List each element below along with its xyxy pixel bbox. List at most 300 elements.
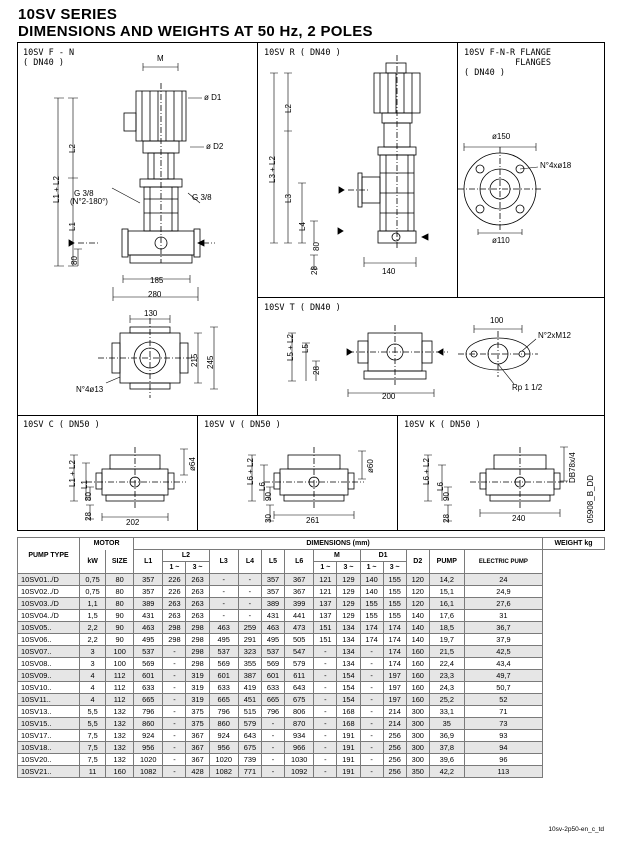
table-cell: 298 [186,658,209,670]
dim-202: 202 [126,518,140,527]
table-cell: 214 [383,718,406,730]
table-row [18,718,605,730]
table-cell: 113 [464,766,542,778]
table-cell: 495 [209,634,238,646]
table-cell: 1020 [209,754,238,766]
table-cell: 160 [406,658,429,670]
page-subtitle: DIMENSIONS AND WEIGHTS AT 50 Hz, 2 POLES [18,23,373,40]
table-cell: 0,75 [80,574,106,586]
table-cell: 431 [261,610,284,622]
dim-d2: ø D2 [206,142,224,151]
table-cell: 601 [209,670,238,682]
table-cell: 160 [406,646,429,658]
table-cell: 36,7 [464,622,542,634]
table-cell: - [238,598,261,610]
dim-215: 215 [190,353,199,367]
table-cell: - [360,646,383,658]
table-cell: - [314,766,337,778]
table-cell: 934 [285,730,314,742]
table-cell: 419 [238,682,261,694]
table-cell: 956 [134,742,163,754]
table-cell: 42,2 [429,766,464,778]
dim-r-l2: L2 [284,104,293,113]
table-cell: 4 [80,694,106,706]
table-cell: - [360,670,383,682]
table-cell: 112 [106,694,134,706]
table-cell: 300 [406,754,429,766]
table-cell: 160 [406,670,429,682]
table-cell: 134 [337,634,360,646]
table-cell: - [261,742,284,754]
label-r: 10SV R ( DN40 ) [264,48,341,58]
table-cell: 739 [238,754,261,766]
table-cell: 17,6 [429,610,464,622]
table-cell: 37,8 [429,742,464,754]
table-cell: - [360,706,383,718]
table-cell: - [238,586,261,598]
dim-v-60: ø60 [366,459,375,473]
table-cell: 174 [360,634,383,646]
dim-r-l3: L3 [284,194,293,203]
table-cell: 36,9 [429,730,464,742]
table-cell: - [163,718,186,730]
table-cell: 52 [464,694,542,706]
table-cell: - [261,730,284,742]
table-cell: 10SV04../D [18,610,80,622]
table-cell: 4 [80,682,106,694]
table-cell: 1082 [134,766,163,778]
table-cell: - [360,766,383,778]
table-cell: 1082 [209,766,238,778]
table-cell: 300 [406,718,429,730]
table-cell: 263 [163,610,186,622]
table-cell: 151 [314,634,337,646]
th-w-elec: ELECTRIC PUMP [464,550,542,574]
th-l5: L5 [261,550,284,574]
table-cell: - [261,754,284,766]
table-cell: 387 [238,670,261,682]
table-cell: 22,4 [429,658,464,670]
th-l3: L3 [209,550,238,574]
table-cell: 806 [285,706,314,718]
table-cell: 291 [238,634,261,646]
table-cell: 11 [80,766,106,778]
table-cell: 24,9 [464,586,542,598]
th-l1: L1 [134,550,163,574]
table-cell: - [163,730,186,742]
table-cell: 140 [406,634,429,646]
table-cell: 579 [285,658,314,670]
table-cell: 5,5 [80,718,106,730]
table-cell: 94 [464,742,542,754]
table-cell: - [314,730,337,742]
dim-240: 240 [512,514,526,523]
dim-280: 280 [148,290,162,299]
table-cell: 3 [80,646,106,658]
table-cell: 10SV09.. [18,670,80,682]
dim-k-l6l2: L6 + L2 [422,458,431,485]
table-cell: 0,75 [80,586,106,598]
table-cell: 1020 [134,754,163,766]
th-dimensions: DIMENSIONS (mm) [134,538,543,550]
table-cell: 860 [134,718,163,730]
technical-drawings-svg [18,43,604,530]
table-cell: 924 [134,730,163,742]
dim-150: ø150 [492,132,511,141]
table-cell: 319 [186,670,209,682]
table-cell: - [209,598,238,610]
table-cell: 43,4 [464,658,542,670]
table-cell: 132 [106,718,134,730]
dim-100: 100 [490,316,504,325]
table-cell: 357 [134,574,163,586]
label-v: 10SV V ( DN50 ) [204,420,281,430]
table-cell: 259 [238,622,261,634]
table-cell: - [163,646,186,658]
table-cell: 10SV17.. [18,730,80,742]
table-cell: 263 [186,574,209,586]
table-cell: 263 [186,610,209,622]
table-cell: 155 [360,610,383,622]
table-cell: 495 [134,634,163,646]
table-cell: 80 [106,598,134,610]
dim-n4018: N°4xø18 [540,161,572,170]
table-cell: 643 [285,682,314,694]
drawing-code: 05908_B_DD [586,474,595,523]
table-cell: 129 [337,598,360,610]
table-cell: 121 [314,586,337,598]
table-cell: 132 [106,730,134,742]
table-cell: 25,2 [429,694,464,706]
table-cell: - [314,670,337,682]
table-row [18,754,605,766]
footer-code: 10sv-2p50-en_c_td [548,826,604,833]
dim-r-28: 28 [310,266,319,275]
dimensions-table [17,537,605,778]
dim-245: 245 [206,355,215,369]
table-cell: - [314,706,337,718]
table-row [18,694,605,706]
table-cell: - [209,574,238,586]
table-cell: 569 [209,658,238,670]
dim-v-90: 90 [264,492,273,501]
table-cell: - [163,694,186,706]
table-cell: 16,1 [429,598,464,610]
th-d1: D1 [360,550,406,562]
table-cell: 168 [337,706,360,718]
table-row [18,598,605,610]
table-cell: 39,6 [429,754,464,766]
table-cell: - [209,610,238,622]
label-t: 10SV T ( DN40 ) [264,303,341,313]
table-cell: 155 [383,574,406,586]
table-cell: 389 [134,598,163,610]
table-cell: 154 [337,682,360,694]
table-cell: 675 [285,694,314,706]
table-cell: 428 [186,766,209,778]
table-cell: 298 [186,646,209,658]
table-cell: - [163,754,186,766]
table-cell: - [314,658,337,670]
table-cell: 160 [406,682,429,694]
table-cell: 1,1 [80,598,106,610]
table-row [18,706,605,718]
table-cell: 601 [261,670,284,682]
table-cell: 49,7 [464,670,542,682]
table-cell: 10SV03../D [18,598,80,610]
flange-fnr-drawing [458,143,542,235]
table-cell: 357 [261,574,284,586]
dim-n2m12: N°2xM12 [538,331,571,340]
table-cell: 633 [209,682,238,694]
table-cell: - [314,754,337,766]
table-row [18,610,605,622]
table-cell: 191 [337,754,360,766]
table-cell: 21,5 [429,646,464,658]
table-row [18,646,605,658]
table-cell: 42,5 [464,646,542,658]
dim-261: 261 [306,516,320,525]
th-motor: MOTOR [80,538,134,550]
table-cell: 112 [106,670,134,682]
th-l4: L4 [238,550,261,574]
table-cell: 10SV08.. [18,658,80,670]
th-d1-3: 3 ~ [383,562,406,574]
th-l2: L2 [163,550,209,562]
dim-r-l4: L4 [298,222,307,231]
table-cell: 14,2 [429,574,464,586]
table-cell: 214 [383,706,406,718]
table-cell: 120 [406,598,429,610]
table-cell: 463 [209,622,238,634]
table-cell: - [360,754,383,766]
dim-d1: ø D1 [204,93,222,102]
dim-v-l6: L6 [258,482,267,491]
table-cell: 515 [238,706,261,718]
table-cell: - [261,766,284,778]
table-cell: - [360,718,383,730]
table-cell: - [314,742,337,754]
table-cell: 197 [383,694,406,706]
table-cell: 357 [261,586,284,598]
dim-k-l6: L6 [436,482,445,491]
table-cell: 537 [209,646,238,658]
dim-k-90: 90 [442,492,451,501]
th-m: M [314,550,360,562]
table-cell: 675 [238,742,261,754]
dim-t-l5l2: L5 + L2 [286,334,295,361]
table-cell: 168 [337,718,360,730]
table-cell: 191 [337,742,360,754]
table-cell: 441 [285,610,314,622]
table-cell: 569 [134,658,163,670]
dim-80: 80 [70,256,79,265]
th-m-3: 3 ~ [337,562,360,574]
table-cell: 4 [80,670,106,682]
table-cell: 10SV07.. [18,646,80,658]
table-cell: 633 [261,682,284,694]
table-cell: 19,7 [429,634,464,646]
table-cell: 375 [186,706,209,718]
table-cell: - [163,658,186,670]
dim-185: 185 [150,276,164,285]
table-row [18,730,605,742]
table-cell: 796 [209,706,238,718]
table-cell: 191 [337,730,360,742]
table-cell: 367 [186,742,209,754]
table-cell: 120 [406,586,429,598]
table-cell: - [314,646,337,658]
table-cell: - [360,730,383,742]
table-cell: 256 [383,742,406,754]
table-cell: 323 [238,646,261,658]
pump-fn-base-drawing [98,315,218,398]
table-cell: 860 [209,718,238,730]
table-cell: 319 [186,694,209,706]
table-cell: 451 [238,694,261,706]
dim-130: 130 [144,309,158,318]
table-cell: 367 [186,730,209,742]
table-cell: 93 [464,730,542,742]
table-cell: 298 [163,634,186,646]
table-cell: - [360,658,383,670]
label-fnr: 10SV F-N-R FLANGE FLANGES ( DN40 ) [464,48,551,78]
dim-200: 200 [382,392,396,401]
table-cell: 112 [106,682,134,694]
table-cell: 924 [209,730,238,742]
table-cell: 10SV13.. [18,706,80,718]
table-cell: 10SV01../D [18,574,80,586]
table-cell: 263 [186,598,209,610]
table-cell: 35 [429,718,464,730]
dim-c-l1l2: L1 + L2 [68,460,77,487]
table-cell: - [209,586,238,598]
table-cell: 10SV18.. [18,742,80,754]
table-cell: 300 [406,742,429,754]
table-cell: 1030 [285,754,314,766]
table-cell: 399 [285,598,314,610]
table-cell: - [163,682,186,694]
th-w-pump: PUMP [429,550,464,574]
table-cell: 796 [134,706,163,718]
dim-v-30: 30 [264,514,273,523]
label-fn: 10SV F - N ( DN40 ) [23,48,75,68]
table-cell: 569 [261,658,284,670]
table-cell: - [163,706,186,718]
table-cell: 132 [106,742,134,754]
table-cell: 100 [106,646,134,658]
table-cell: 137 [314,610,337,622]
table-cell: 463 [261,622,284,634]
table-cell: 300 [406,730,429,742]
pump-r-drawing [338,55,428,250]
th-d1-1: 1 ~ [360,562,383,574]
table-cell: 100 [106,658,134,670]
table-cell: 7,5 [80,730,106,742]
table-cell: 367 [285,574,314,586]
table-cell: 10SV10.. [18,682,80,694]
table-cell: 966 [285,742,314,754]
table-cell: 155 [383,586,406,598]
table-cell: - [314,718,337,730]
table-cell: 140 [406,622,429,634]
table-cell: - [238,574,261,586]
pump-k-drawing [424,447,570,521]
table-cell: 2,2 [80,622,106,634]
dim-m: M [157,54,164,63]
table-cell: 350 [406,766,429,778]
dim-k-dn: DB78x/4 [568,452,577,483]
table-cell: 129 [337,586,360,598]
dim-l1l2: L1 + L2 [52,176,61,203]
table-cell: 155 [383,598,406,610]
th-m-1: 1 ~ [314,562,337,574]
table-cell: 197 [383,670,406,682]
table-cell: 537 [134,646,163,658]
table-cell: 129 [337,574,360,586]
th-d2: D2 [406,550,429,574]
dim-t-28: 28 [312,366,321,375]
dim-k-28: 28 [442,514,451,523]
table-cell: 956 [209,742,238,754]
table-cell: 473 [285,622,314,634]
table-cell: 23,3 [429,670,464,682]
table-cell: 579 [238,718,261,730]
table-cell: 355 [238,658,261,670]
table-cell: 256 [383,754,406,766]
dim-c-28: 28 [84,512,93,521]
table-cell: 633 [134,682,163,694]
table-cell: 319 [186,682,209,694]
table-cell: 37,9 [464,634,542,646]
table-cell: 134 [337,658,360,670]
table-cell: 10SV21.. [18,766,80,778]
dim-r-l3l2: L3 + L2 [268,156,277,183]
table-cell: 10SV06.. [18,634,80,646]
table-row [18,682,605,694]
table-cell: 129 [337,610,360,622]
table-cell: 174 [383,646,406,658]
table-cell: 10SV05.. [18,622,80,634]
dim-l1: L1 [68,222,77,231]
label-c: 10SV C ( DN50 ) [23,420,100,430]
dim-c-l1: L1 [80,480,89,489]
th-l6: L6 [285,550,314,574]
table-cell: 1092 [285,766,314,778]
table-cell: 134 [337,622,360,634]
table-cell: - [163,742,186,754]
th-kw: kW [80,550,106,574]
table-row [18,766,605,778]
table-cell: 601 [134,670,163,682]
table-cell: 120 [406,574,429,586]
table-cell: 367 [285,586,314,598]
table-cell: 155 [360,598,383,610]
table-cell: 431 [134,610,163,622]
dim-c-80: 80 [84,492,93,501]
dim-r-80: 80 [312,242,321,251]
table-cell: 10SV15.. [18,718,80,730]
table-cell: - [360,742,383,754]
table-cell: 137 [314,598,337,610]
table-cell: - [238,610,261,622]
drawings-area [17,42,605,531]
table-cell: 154 [337,670,360,682]
table-cell: 50,7 [464,682,542,694]
table-cell: 24,3 [429,682,464,694]
table-cell: - [314,694,337,706]
table-cell: 90 [106,634,134,646]
